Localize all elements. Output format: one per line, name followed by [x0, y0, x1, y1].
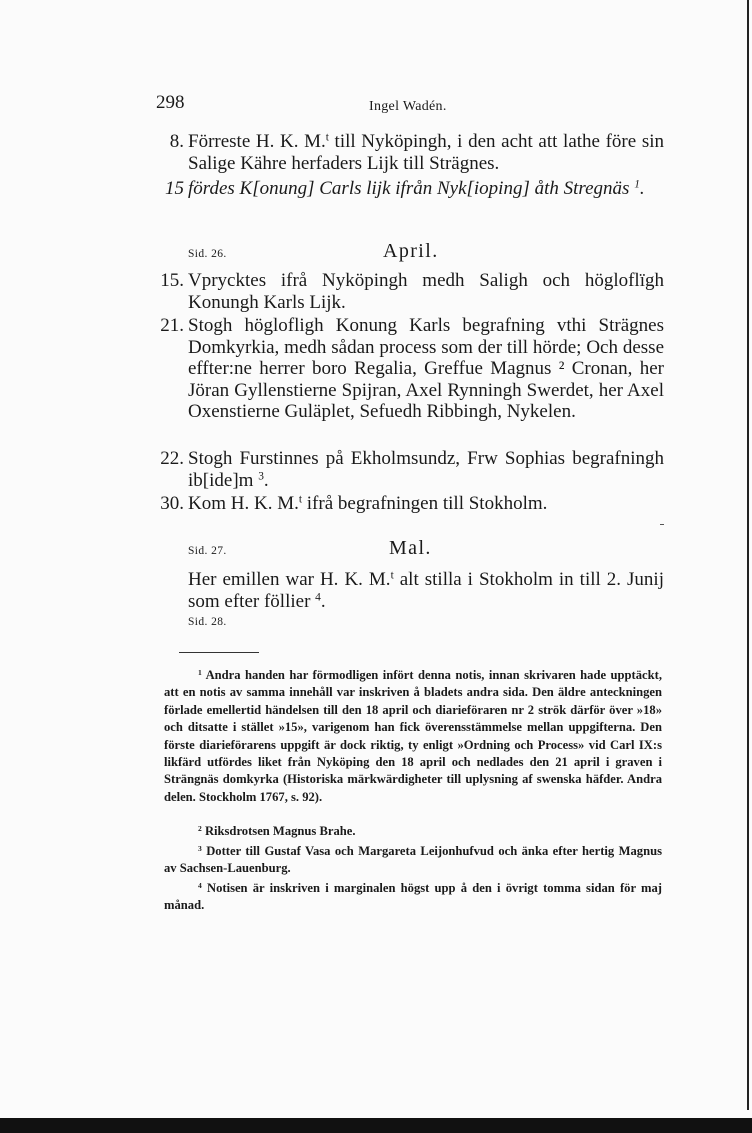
entry-text: Förreste H. K. M. — [188, 131, 326, 152]
footnote-mark: 2 — [198, 823, 202, 833]
entry-text: till Nyköpingh, i den acht att lathe före sin Salige Kähre herfaders Lijk till Strägnes. — [188, 131, 664, 174]
footnote-ref: 1 — [634, 178, 640, 191]
footnote-3 — [164, 843, 662, 878]
entry-day: 21. — [160, 315, 184, 336]
footnote-mark: 1 — [198, 667, 202, 677]
entry-text: Vprycktes ifrå Nyköpingh medh Saligh och högloflïgh Konungh Karls Lijk. — [188, 270, 664, 313]
entry-april-21 — [160, 315, 664, 423]
footnote-mark: 3 — [198, 843, 202, 853]
footnote-text: Riksdrotsen Magnus Brahe. — [204, 824, 356, 838]
footnote-text: Andra handen har förmodligen infört denna notis, innan skrivaren hade upptäckt, att en notis av samma innehåll var inskriven å bladets andra sida. Den äldre anteckningen förlade emellertid händelsen till den 18 april och diarieföraren nr 2 strök därför över »18» och ditsatte i stället »15», varigenom han fick överensstämmelse mellan uppgifterna. Den förste diarieförarens uppgift är dock riktig, ty enligt »Ordning och Process» vid Carl IX:s likfärd utfördes liket från Nyköping den 18 april och nedlades den 21 april i graven i Strängnäs domkyrka (Historiska märkwärdigheter till uplysning af swenska häfder. Andra delen. Stockholm 1767, s. 92). — [164, 668, 662, 804]
entry-march-15 — [165, 178, 664, 200]
entry-april-15 — [160, 270, 664, 313]
scan-bottom-band — [0, 1118, 752, 1133]
footnote-rule — [179, 652, 259, 653]
entry-march-8 — [169, 131, 664, 174]
footnote-1 — [164, 667, 662, 806]
page-number: 298 — [156, 92, 185, 113]
entry-april-30 — [160, 493, 664, 515]
entry-text: Stogh Furstinnes på Ekholmsundz, Frw Sophias begrafningh ib[ide]m — [188, 448, 664, 491]
superscript: t — [390, 569, 394, 582]
entry-text: . — [263, 469, 269, 491]
entry-text: Her emillen war H. K. M. — [188, 569, 391, 590]
footnote-mark: 4 — [198, 880, 202, 890]
entry-day: 15. — [160, 270, 184, 291]
entry-may — [188, 569, 664, 612]
entry-text: Kom H. K. M. — [188, 493, 299, 514]
footnote-4 — [164, 880, 662, 915]
entry-day: 8. — [169, 131, 184, 152]
entry-day: 22. — [160, 448, 184, 469]
superscript: t — [298, 493, 303, 506]
entry-april-22 — [160, 448, 664, 491]
running-title: Ingel Wadén. — [369, 99, 447, 114]
sid-marker: Sid. 28. — [188, 616, 227, 628]
entry-day: 30. — [160, 493, 184, 514]
month-heading-april: April. — [383, 240, 439, 262]
month-heading-may: Mal. — [389, 537, 432, 559]
sid-marker: Sid. 26. — [188, 248, 227, 260]
sid-marker: Sid. 27. — [188, 545, 227, 557]
footnote-text: Dotter till Gustaf Vasa och Margareta Leijonhufvud och änka efter hertig Magnus av Sachsen-Lauenburg. — [164, 844, 662, 876]
margin-dash — [660, 524, 664, 525]
superscript: t — [325, 131, 329, 144]
entry-text: alt stilla i Stokholm in till 2. Junij som efter föllier — [188, 569, 664, 612]
entry-text: . — [639, 178, 645, 199]
entry-text: ifrå begrafningen till Stokholm. — [302, 493, 548, 514]
entry-text: fördes K[onung] Carls lijk ifrån Nyk[ioping] åth Stregnäs — [188, 178, 635, 199]
footnote-2 — [164, 823, 662, 840]
entry-day: 15 — [165, 178, 184, 199]
footnote-text: Notisen är inskriven i marginalen högst upp å den i övrigt tomma sidan för maj månad. — [164, 881, 662, 913]
entry-text: Stogh höglofligh Konung Karls begrafning vthi Strägnes Domkyrkia, medh sådan process som der till hörde; Och desse effter:ne herrer boro Regalia, Greffue Magnus ² Cronan, her Jöran Gyllenstierne Spijran, Axel Rynningh Swerdet, her Axel Oxenstierne Guläplet, Sefuedh Ribbingh, Nykelen. — [188, 315, 664, 423]
footnote-ref: 4 — [315, 591, 321, 604]
page-edge-rule — [747, 0, 749, 1110]
footnote-ref: 3 — [258, 470, 264, 483]
entry-text: . — [320, 590, 326, 612]
